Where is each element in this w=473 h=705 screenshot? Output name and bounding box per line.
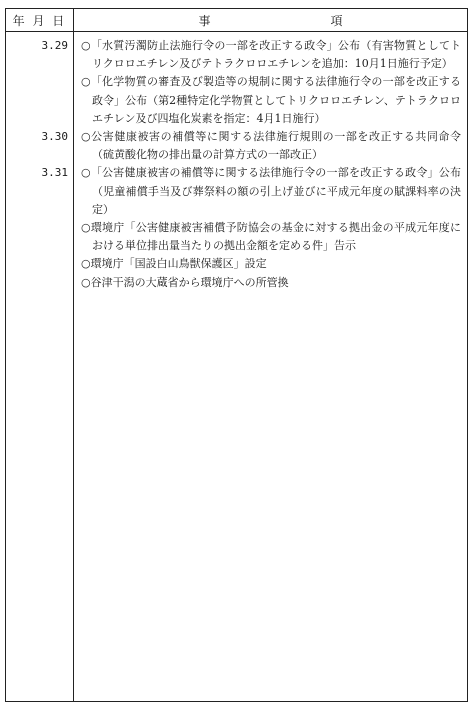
list-item: ○「化学物質の審査及び製造等の規制に関する法律施行令の一部を改正する政令」公布（第2種特定化学物質としてトリクロロエチレン、テトラクロロエチレン及び四塩化炭素を指定：4月1日施行） — [81, 75, 461, 125]
header-items — [74, 9, 467, 31]
table-row — [6, 128, 467, 164]
list-item: ○公害健康被害の補償等に関する法律施行規則の一部を改正する共同命令（硫黄酸化物の排出量の計算方式の一部改正） — [81, 130, 461, 162]
header-date: 年 月 日 — [12, 13, 67, 28]
list-item: ○谷津干潟の大蔵省から環境庁への所管換 — [81, 275, 289, 289]
list-item: ○「水質汚濁防止法施行令の一部を改正する政令」公布（有害物質としてトリクロロエチレン及びテトラクロロエチレンを追加：10月1日施行予定） — [81, 39, 461, 71]
list-item: ○環境庁「公害健康被害補償予防協会の基金に対する拠出金の平成元年度における単位排出量当たりの拠出金額を定める件」告示 — [81, 221, 461, 253]
table-row — [6, 37, 467, 128]
list-item: ○環境庁「国設白山鳥獣保護区」設定 — [81, 257, 267, 271]
row-date: 3.30 — [41, 130, 68, 144]
row-date: 3.31 — [41, 166, 68, 180]
row-date: 3.29 — [41, 39, 68, 52]
header-items-right: 項 — [330, 13, 343, 28]
table-body — [6, 37, 467, 292]
header-items-left: 事 — [198, 13, 211, 28]
chronology-table — [5, 8, 468, 702]
table-row — [6, 164, 467, 291]
header-divider — [6, 31, 467, 32]
list-item: ○「公害健康被害の補償等に関する法律施行令の一部を改正する政令」公布（児童補償手当及び葬祭料の額の引上げ並びに平成元年度の賦課料率の決定） — [81, 166, 461, 216]
